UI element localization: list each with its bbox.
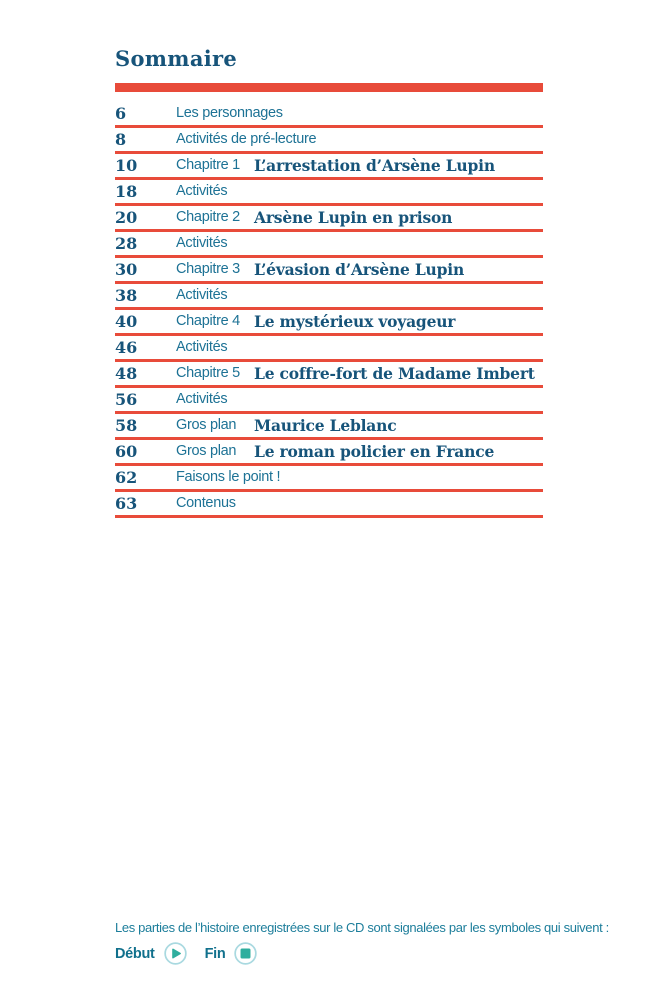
toc-row xyxy=(115,206,543,232)
toc-row xyxy=(115,284,543,310)
toc-section-label: Activités xyxy=(176,183,228,200)
toc-page-number: 48 xyxy=(115,363,138,383)
page-title: Sommaire xyxy=(115,46,238,71)
toc-row xyxy=(115,180,543,206)
cd-symbols-legend xyxy=(115,942,585,965)
toc-rows xyxy=(115,102,543,518)
toc-section-label: Activités xyxy=(176,287,228,304)
toc-chapter-title: L’arrestation d’Arsène Lupin xyxy=(254,155,495,175)
start-label: Début xyxy=(115,945,155,962)
play-icon xyxy=(164,942,187,965)
stop-icon xyxy=(234,942,257,965)
toc-page-number: 56 xyxy=(115,389,138,409)
toc-chapter-title: Le roman policier en France xyxy=(254,441,495,461)
toc-section-label: Activités xyxy=(176,339,228,356)
toc-section-label: Gros plan xyxy=(176,443,237,460)
toc-section-label: Chapitre 1 xyxy=(176,157,240,174)
toc-page-number: 62 xyxy=(115,467,138,487)
toc-row xyxy=(115,102,543,128)
toc-section-label: Gros plan xyxy=(176,417,237,434)
toc-section-label: Les personnages xyxy=(176,105,283,122)
toc-page-number: 40 xyxy=(115,311,138,331)
toc-row xyxy=(115,440,543,466)
toc-page-number: 58 xyxy=(115,415,138,435)
toc-page-number: 6 xyxy=(115,103,127,123)
toc-row xyxy=(115,232,543,258)
toc-chapter-title: Le mystérieux voyageur xyxy=(254,311,456,331)
end-label: Fin xyxy=(204,945,226,962)
toc-page-number: 10 xyxy=(115,155,138,175)
toc-row xyxy=(115,362,543,388)
toc-page-number: 18 xyxy=(115,181,138,201)
cd-note-text: Les parties de l’histoire enregistrées sur le CD sont signalées par les symboles qui suivent : xyxy=(115,920,609,935)
toc-section-label: Activités xyxy=(176,235,228,252)
toc-section-label: Activités de pré-lecture xyxy=(176,131,317,148)
toc-page-number: 20 xyxy=(115,207,138,227)
toc-chapter-title: Maurice Leblanc xyxy=(254,415,397,435)
toc-row xyxy=(115,336,543,362)
toc-section-label: Contenus xyxy=(176,495,236,512)
toc-chapter-title: Arsène Lupin en prison xyxy=(254,207,453,227)
title-divider-bar xyxy=(115,83,543,92)
toc-page-number: 60 xyxy=(115,441,138,461)
toc-chapter-title: L’évasion d’Arsène Lupin xyxy=(254,259,465,279)
toc-section-label: Activités xyxy=(176,391,228,408)
toc-section-label: Faisons le point ! xyxy=(176,469,281,486)
toc-row xyxy=(115,258,543,284)
toc-row xyxy=(115,310,543,336)
toc-row xyxy=(115,466,543,492)
toc-page-number: 46 xyxy=(115,337,138,357)
footer xyxy=(115,920,609,965)
toc-page-number: 8 xyxy=(115,129,127,149)
toc-chapter-title: Le coffre-fort de Madame Imbert xyxy=(254,363,535,383)
toc-section-label: Chapitre 5 xyxy=(176,365,240,382)
toc-page-number: 63 xyxy=(115,493,138,513)
toc-section-label: Chapitre 2 xyxy=(176,209,240,226)
toc-row xyxy=(115,128,543,154)
toc-row xyxy=(115,388,543,414)
toc-section-label: Chapitre 3 xyxy=(176,261,240,278)
toc-section-label: Chapitre 4 xyxy=(176,313,240,330)
toc-page-number: 28 xyxy=(115,233,138,253)
toc-row xyxy=(115,492,543,518)
toc-row xyxy=(115,414,543,440)
toc-row xyxy=(115,154,543,180)
toc-page-number: 30 xyxy=(115,259,138,279)
toc-page-number: 38 xyxy=(115,285,138,305)
